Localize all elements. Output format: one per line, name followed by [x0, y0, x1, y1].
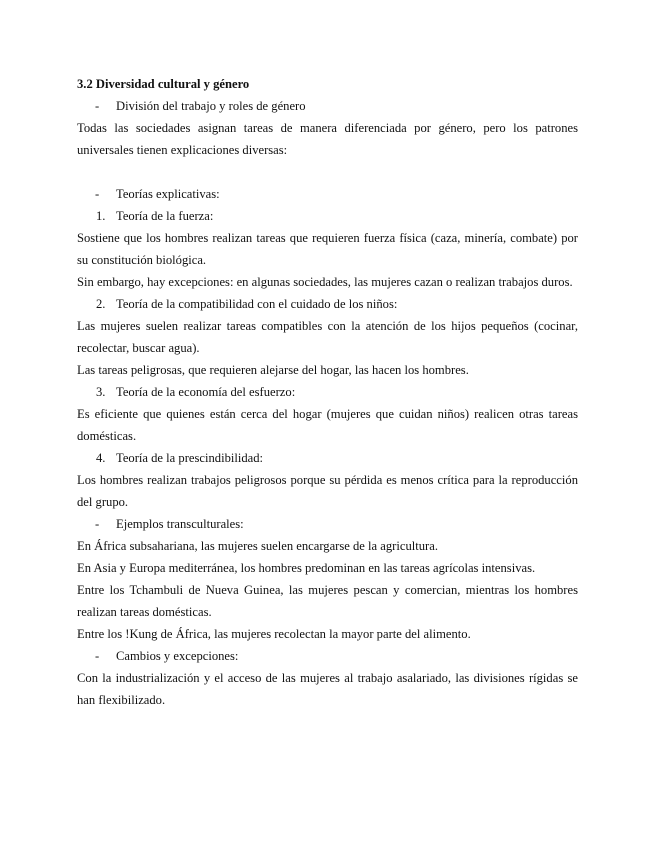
list-item-text: Teorías explicativas: — [116, 187, 220, 201]
bullet-marker: - — [95, 649, 100, 663]
numbered-item — [77, 293, 578, 315]
paragraph: Sostiene que los hombres realizan tareas que requieren fuerza física (caza, minería, combate) por su constitución biológica. — [77, 231, 578, 267]
paragraph: Entre los !Kung de África, las mujeres recolectan la mayor parte del alimento. — [77, 627, 471, 641]
bullet-marker: - — [95, 187, 100, 201]
numbered-item — [77, 447, 578, 469]
numbered-item — [77, 205, 578, 227]
list-number: 1. — [96, 209, 106, 223]
bullet-marker: - — [95, 517, 100, 531]
document-body — [77, 73, 578, 711]
bullet-item — [77, 183, 578, 205]
list-item-text: Teoría de la fuerza: — [116, 209, 214, 223]
paragraph: Los hombres realizan trabajos peligrosos porque su pérdida es menos crítica para la reproducción del grupo. — [77, 473, 578, 509]
list-item-text: Teoría de la prescindibilidad: — [116, 451, 264, 465]
paragraph: En África subsahariana, las mujeres suelen encargarse de la agricultura. — [77, 539, 438, 553]
paragraph: Sin embargo, hay excepciones: en algunas sociedades, las mujeres cazan o realizan trabajos duros. — [77, 275, 573, 289]
list-item-text: División del trabajo y roles de género — [116, 99, 306, 113]
paragraph: En Asia y Europa mediterránea, los hombres predominan en las tareas agrícolas intensivas. — [77, 561, 536, 575]
paragraph: Todas las sociedades asignan tareas de manera diferenciada por género, pero los patrones universales tienen explicaciones diversas: — [77, 121, 578, 157]
section-heading: 3.2 Diversidad cultural y género — [77, 77, 250, 91]
paragraph: Las mujeres suelen realizar tareas compatibles con la atención de los hijos pequeños (cocinar, recolectar, buscar agua). — [77, 319, 578, 355]
bullet-item — [77, 645, 578, 667]
list-item-text: Teoría de la economía del esfuerzo: — [116, 385, 296, 399]
paragraph: Con la industrialización y el acceso de las mujeres al trabajo asalariado, las divisiones rígidas se han flexibilizado. — [77, 671, 578, 707]
paragraph: Es eficiente que quienes están cerca del hogar (mujeres que cuidan niños) realicen otras tareas domésticas. — [77, 407, 578, 443]
list-number: 3. — [96, 385, 106, 399]
numbered-item — [77, 381, 578, 403]
paragraph: Las tareas peligrosas, que requieren alejarse del hogar, las hacen los hombres. — [77, 363, 469, 377]
paragraph: Entre los Tchambuli de Nueva Guinea, las mujeres pescan y comercian, mientras los hombres realizan tareas domésticas. — [77, 583, 578, 619]
list-item-text: Cambios y excepciones: — [116, 649, 239, 663]
list-item-text: Ejemplos transculturales: — [116, 517, 244, 531]
bullet-item — [77, 513, 578, 535]
bullet-marker: - — [95, 99, 100, 113]
list-item-text: Teoría de la compatibilidad con el cuidado de los niños: — [116, 297, 398, 311]
blank-line — [77, 161, 578, 183]
list-number: 2. — [96, 297, 106, 311]
list-number: 4. — [96, 451, 106, 465]
bullet-item — [77, 95, 578, 117]
